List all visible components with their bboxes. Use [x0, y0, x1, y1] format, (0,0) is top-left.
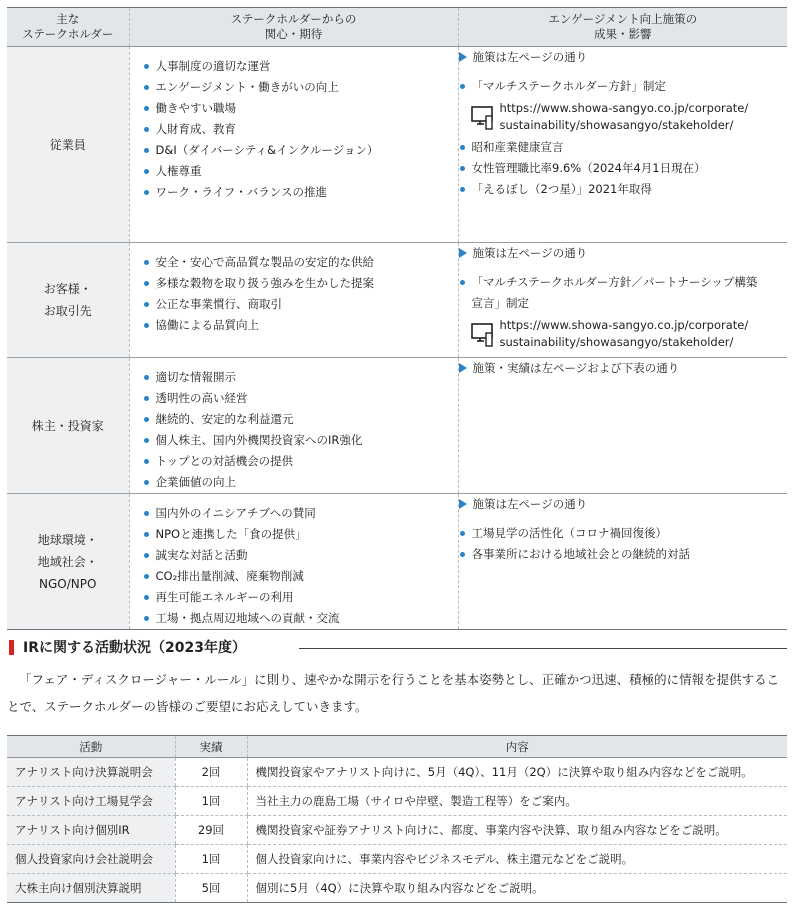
header-content: 内容	[247, 736, 787, 758]
count-cell: 5回	[175, 874, 247, 903]
result-lead-text: 施策・実績は左ページおよび下表の通り	[472, 361, 680, 375]
list-item: 「えるぼし（2つ星）」2021年取得	[459, 179, 788, 200]
computer-monitor-icon	[471, 323, 493, 347]
activity-cell: アナリスト向け決算説明会	[7, 758, 175, 787]
ir-section-title: IRに関する活動状況（2023年度）	[23, 640, 246, 656]
list-item: 誠実な対話と活動	[144, 545, 458, 566]
list-item: 個人株主、国内外機関投資家へのIR強化	[144, 430, 458, 451]
list-item: NPOと連携した「食の提供」	[144, 524, 458, 545]
list-item: D&I（ダイバーシティ&インクルージョン）	[144, 140, 458, 161]
result-lead-text: 施策は左ページの通り	[472, 50, 588, 64]
interests-list	[130, 47, 458, 203]
result-lead	[459, 47, 788, 67]
ir-table-header	[7, 736, 787, 758]
stakeholder-row-customers	[7, 243, 787, 358]
header-count: 実績	[175, 736, 247, 758]
list-item: 働きやすい職場	[144, 98, 458, 119]
list-item: 工場・拠点周辺地域への貢献・交流	[144, 608, 458, 629]
count-cell: 1回	[175, 845, 247, 874]
activity-cell: アナリスト向け個別IR	[7, 816, 175, 845]
right-triangle-icon	[459, 52, 467, 62]
results-list	[459, 137, 788, 200]
list-item: 適切な情報開示	[144, 367, 458, 388]
stakeholder-table	[7, 7, 787, 630]
count-cell: 29回	[175, 816, 247, 845]
list-item: 透明性の高い経営	[144, 388, 458, 409]
stakeholder-name: 株主・投資家	[7, 358, 129, 494]
result-lead	[459, 494, 788, 514]
list-item: 「マルチステークホルダー方針」制定	[459, 76, 788, 97]
content-cell: 当社主力の鹿島工場（サイロや岸壁、製造工程等）をご案内。	[247, 787, 787, 816]
content-cell: 機関投資家や証券アナリスト向けに、都度、事業内容や決算、取り組み内容などをご説明。	[247, 816, 787, 845]
ir-section-heading	[9, 637, 787, 659]
header-results: エンゲージメント向上施策の 成果・影響	[458, 8, 787, 47]
list-item: ワーク・ライフ・バランスの推進	[144, 182, 458, 203]
results-list	[459, 523, 788, 565]
interests-list	[130, 243, 458, 336]
list-item: 人財育成、教育	[144, 119, 458, 140]
list-item: 工場見学の活性化（コロナ禍回復後）	[459, 523, 788, 544]
list-item: 国内外のイニシアチブへの賛同	[144, 503, 458, 524]
table-row	[7, 874, 787, 903]
results-cell	[458, 243, 787, 358]
ir-intro-text: 「フェア・ディスクロージャー・ルール」に則り、速やかな開示を行うことを基本姿勢とし、正確かつ迅速、積極的に情報を提供することで、ステークホルダーの皆様のご要望にお応えしていきます。	[7, 672, 780, 714]
interests-cell	[129, 47, 458, 243]
right-triangle-icon	[459, 363, 467, 373]
interests-cell	[129, 243, 458, 358]
stakeholder-row-employees	[7, 47, 787, 243]
heading-marker	[9, 640, 14, 655]
list-item: 女性管理職比率9.6%（2024年4月1日現在）	[459, 158, 788, 179]
url-row	[459, 317, 788, 351]
right-triangle-icon	[459, 248, 467, 258]
interests-cell	[129, 358, 458, 494]
stakeholder-policy-url[interactable]: https://www.showa-sangyo.co.jp/corporate/ sustainability/showasangyo/stakeholder/	[499, 101, 749, 132]
list-item: 人権尊重	[144, 161, 458, 182]
activity-cell: 大株主向け個別決算説明	[7, 874, 175, 903]
ir-activity-table	[7, 735, 787, 903]
interests-list	[130, 494, 458, 629]
stakeholder-name: 地球環境・ 地域社会・ NGO/NPO	[7, 494, 129, 630]
table-row	[7, 758, 787, 787]
ir-intro-paragraph	[7, 666, 789, 720]
list-item: 企業価値の向上	[144, 472, 458, 493]
content-cell: 機関投資家やアナリスト向けに、5月（4Q）、11月（2Q）に決算や取り組み内容などをご説明。	[247, 758, 787, 787]
list-item: エンゲージメント・働きがいの向上	[144, 77, 458, 98]
result-lead	[459, 358, 788, 378]
list-item: 多様な穀物を取り扱う強みを生かした提案	[144, 273, 458, 294]
list-item: 人事制度の適切な運営	[144, 56, 458, 77]
interests-list	[130, 358, 458, 493]
interests-cell	[129, 494, 458, 630]
stakeholder-name: お客様・ お取引先	[7, 243, 129, 358]
list-item: CO₂排出量削減、廃棄物削減	[144, 566, 458, 587]
table-row	[7, 845, 787, 874]
activity-cell: アナリスト向け工場見学会	[7, 787, 175, 816]
url-row	[459, 100, 788, 134]
results-cell	[458, 494, 787, 630]
activity-cell: 個人投資家向け会社説明会	[7, 845, 175, 874]
header-stakeholder: 主な ステークホルダー	[7, 8, 129, 47]
stakeholder-table-header	[7, 8, 787, 47]
computer-monitor-icon	[471, 106, 493, 130]
table-row	[7, 816, 787, 845]
stakeholder-row-shareholders	[7, 358, 787, 494]
list-item: トップとの対話機会の提供	[144, 451, 458, 472]
list-item: 「マルチステークホルダー方針／パートナーシップ構築宣言」制定	[459, 272, 788, 314]
results-cell	[458, 358, 787, 494]
result-lead	[459, 243, 788, 263]
heading-rule	[299, 648, 787, 649]
results-list	[459, 76, 788, 97]
count-cell: 1回	[175, 787, 247, 816]
list-item: 継続的、安定的な利益還元	[144, 409, 458, 430]
stakeholder-name: 従業員	[7, 47, 129, 243]
header-activity: 活動	[7, 736, 175, 758]
list-item: 各事業所における地域社会との継続的対話	[459, 544, 788, 565]
results-cell	[458, 47, 787, 243]
result-lead-text: 施策は左ページの通り	[472, 246, 588, 260]
stakeholder-policy-url[interactable]: https://www.showa-sangyo.co.jp/corporate/ sustainability/showasangyo/stakeholder/	[499, 318, 749, 349]
content-cell: 個別に5月（4Q）に決算や取り組み内容などをご説明。	[247, 874, 787, 903]
content-cell: 個人投資家向けに、事業内容やビジネスモデル、株主還元などをご説明。	[247, 845, 787, 874]
header-interests: ステークホルダーからの 関心・期待	[129, 8, 458, 47]
list-item: 協働による品質向上	[144, 315, 458, 336]
right-triangle-icon	[459, 499, 467, 509]
list-item: 安全・安心で高品質な製品の安定的な供給	[144, 252, 458, 273]
count-cell: 2回	[175, 758, 247, 787]
list-item: 再生可能エネルギーの利用	[144, 587, 458, 608]
table-row	[7, 787, 787, 816]
stakeholder-row-environment	[7, 494, 787, 630]
list-item: 昭和産業健康宣言	[459, 137, 788, 158]
list-item: 公正な事業慣行、商取引	[144, 294, 458, 315]
result-lead-text: 施策は左ページの通り	[472, 497, 588, 511]
results-list	[459, 272, 788, 314]
